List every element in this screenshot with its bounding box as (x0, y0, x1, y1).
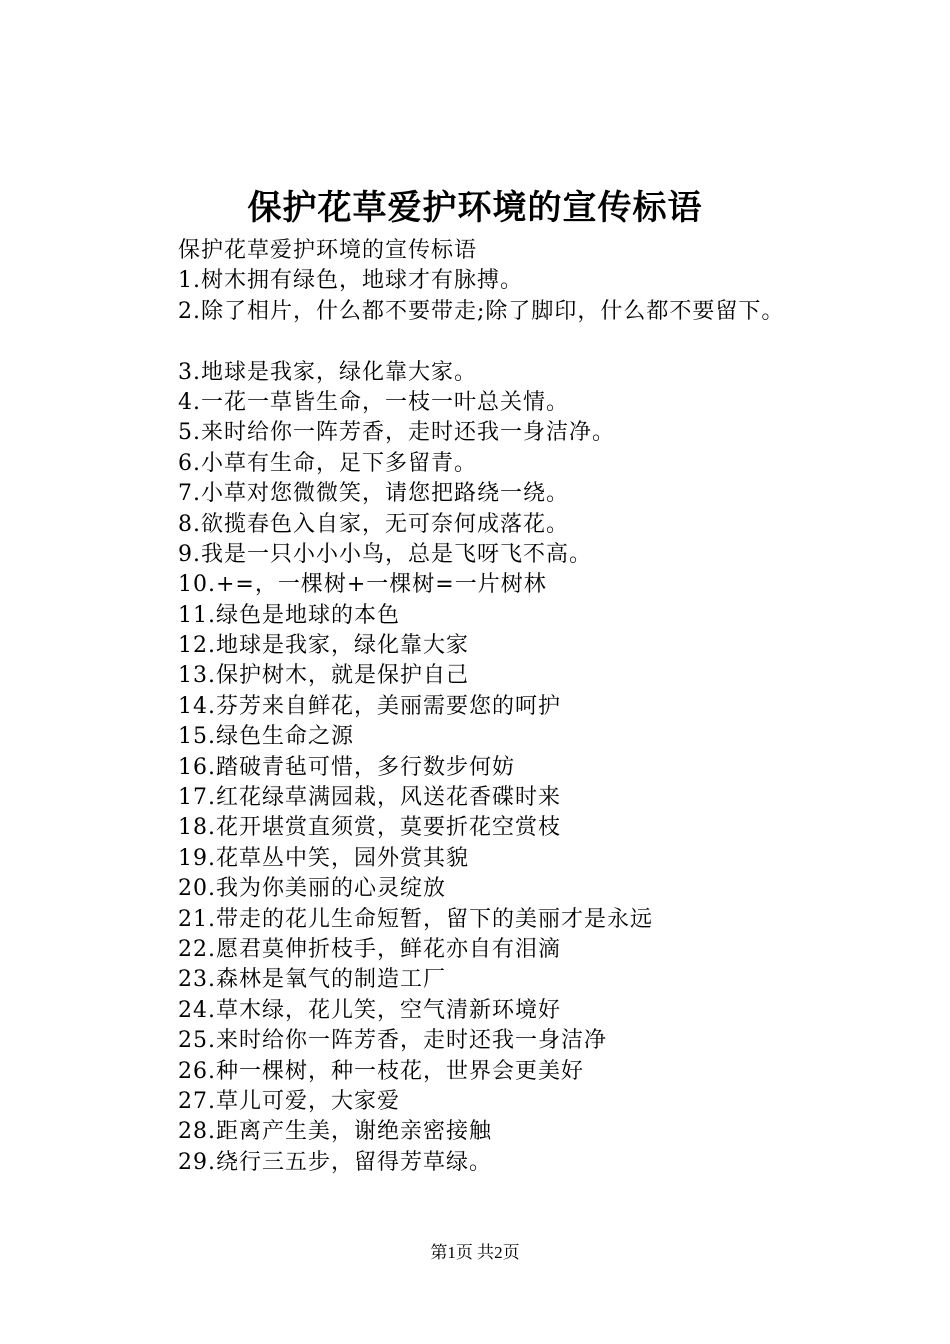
slogan-line: 20.我为你美丽的心灵绽放 (178, 876, 446, 902)
slogan-line: 21.带走的花儿生命短暂，留下的美丽才是永远 (178, 906, 653, 932)
slogan-line: 11.绿色是地球的本色 (178, 602, 400, 628)
slogan-line: 26.种一棵树，种一枝花，世界会更美好 (178, 1058, 584, 1084)
slogan-line: 10.+=，一棵树+一棵树=一片树林 (178, 572, 547, 598)
slogan-line: 8.欲揽春色入自家，无可奈何成落花。 (178, 511, 569, 537)
slogan-line: 27.草儿可爱，大家爱 (178, 1088, 400, 1114)
slogan-line: 16.踏破青毡可惜，多行数步何妨 (178, 754, 515, 780)
page-number: 第1页 共2页 (430, 1243, 520, 1262)
slogan-line: 1.树木拥有绿色，地球才有脉搏。 (178, 268, 523, 294)
slogan-line: 29.绕行三五步，留得芳草绿。 (178, 1149, 492, 1175)
slogan-line: 3.地球是我家，绿化靠大家。 (178, 359, 477, 385)
slogan-line: 23.森林是氧气的制造工厂 (178, 967, 446, 993)
slogan-line: 2.除了相片，什么都不要带走;除了脚印，什么都不要留下。 (178, 298, 785, 324)
slogan-line: 19.花草丛中笑，园外赏其貌 (178, 845, 469, 871)
page-title: 保护花草爱护环境的宣传标语 (247, 188, 703, 228)
slogan-line: 5.来时给你一阵芳香，走时还我一身洁净。 (178, 420, 615, 446)
slogan-line: 9.我是一只小小小鸟，总是飞呀飞不高。 (178, 541, 592, 567)
slogan-line: 25.来时给你一阵芳香，走时还我一身洁净 (178, 1028, 607, 1054)
blank-line (178, 327, 948, 357)
slogan-line: 24.草木绿，花儿笑，空气清新环境好 (178, 997, 561, 1023)
slogan-line: 14.芬芳来自鲜花，美丽需要您的呵护 (178, 693, 561, 719)
slogan-line: 4.一花一草皆生命，一枝一叶总关情。 (178, 389, 569, 415)
slogan-line: 12.地球是我家，绿化靠大家 (178, 633, 469, 659)
document-subtitle: 保护花草爱护环境的宣传标语 (178, 238, 478, 263)
document-body (178, 236, 948, 1178)
slogan-line: 6.小草有生命，足下多留青。 (178, 450, 477, 476)
slogan-line: 28.距离产生美，谢绝亲密接触 (178, 1119, 492, 1145)
slogan-line: 15.绿色生命之源 (178, 724, 354, 750)
slogan-line: 22.愿君莫伸折枝手，鲜花亦自有泪滴 (178, 936, 561, 962)
slogan-line: 7.小草对您微微笑，请您把路绕一绕。 (178, 481, 569, 507)
slogan-line: 17.红花绿草满园栽，风送花香碟时来 (178, 785, 561, 811)
slogan-line: 18.花开堪赏直须赏，莫要折花空赏枝 (178, 815, 561, 841)
slogan-line: 13.保护树木，就是保护自己 (178, 663, 469, 689)
